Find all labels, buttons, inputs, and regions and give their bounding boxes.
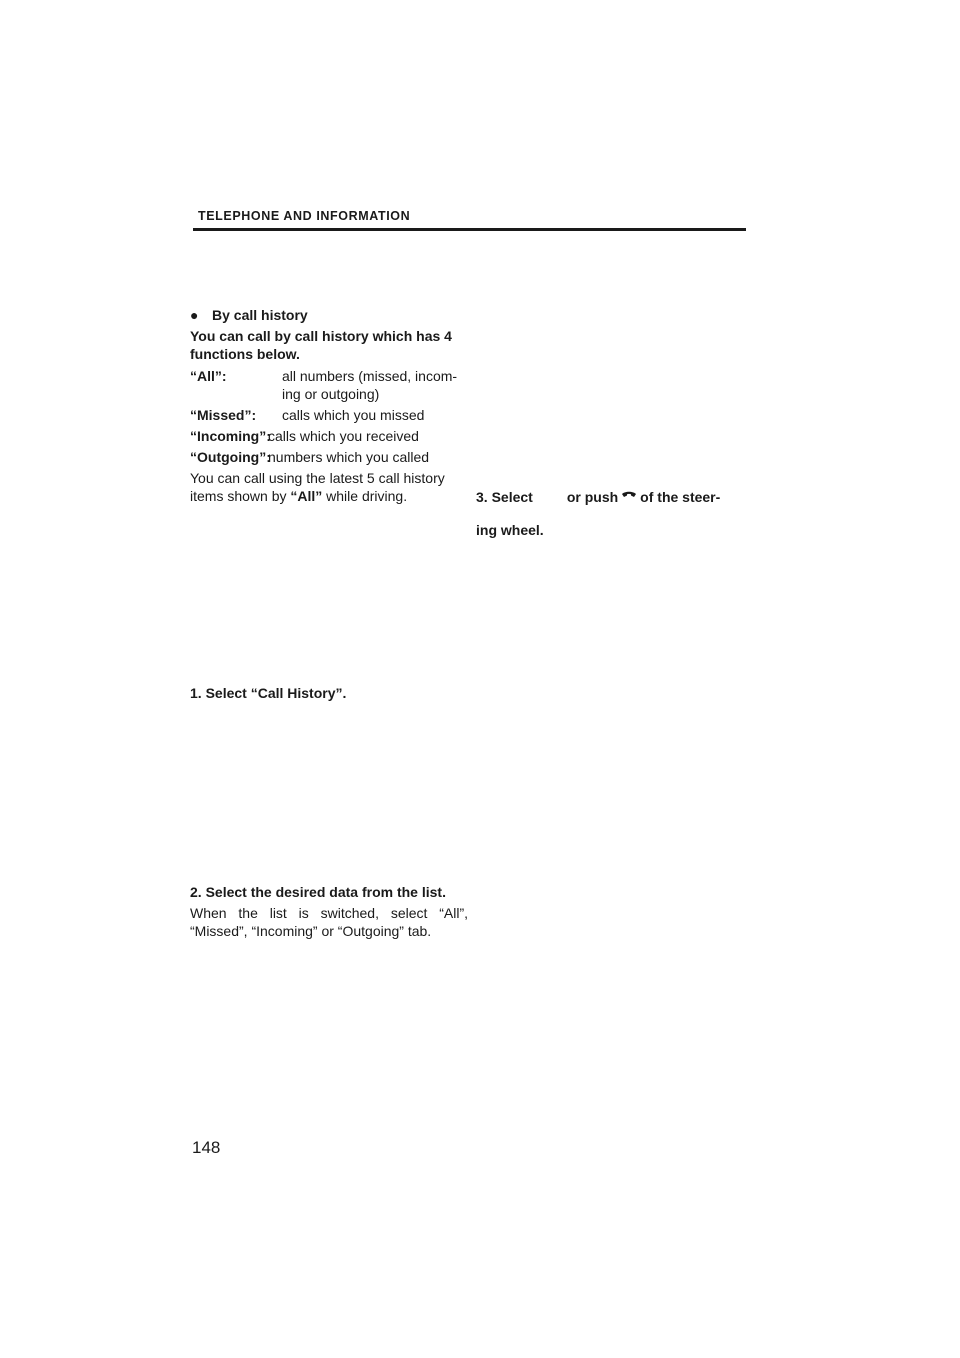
step-3-text: or push	[566, 489, 619, 505]
definition-desc: all numbers (missed, incom-ing or outgoing)	[282, 368, 458, 402]
definition-incoming	[190, 427, 462, 445]
subsection-heading-text: By call history	[212, 307, 308, 323]
step-2-note: When the list is switched, select “All”, “Missed”, “Incoming” or “Outgoing” tab.	[190, 905, 468, 939]
driving-note-text: You can call using the latest 5 call history items shown by	[190, 470, 445, 504]
driving-note	[190, 469, 462, 505]
left-column	[190, 306, 462, 505]
step-3-text: 3. Select	[476, 489, 533, 505]
bullet-icon: ●	[190, 307, 199, 323]
definition-term: “Missed”:	[190, 407, 257, 423]
step-3-text: of the steer-	[640, 489, 721, 505]
phone-handset-icon	[621, 489, 637, 501]
subsection-heading	[190, 306, 462, 324]
driving-note-text-end: while driving.	[322, 488, 408, 504]
definition-desc: calls which you missed	[282, 407, 425, 423]
driving-note-highlight: “All”	[290, 488, 323, 504]
definition-desc: numbers which you called	[268, 449, 430, 465]
step-3	[476, 488, 746, 506]
step-2: 2. Select the desired data from the list.	[190, 884, 446, 900]
step-1: 1. Select “Call History”.	[190, 685, 347, 701]
definition-term: “Outgoing”:	[190, 449, 271, 465]
definition-term: “All”:	[190, 368, 227, 384]
intro-paragraph: You can call by call history which has 4 functions below.	[190, 328, 452, 362]
definition-outgoing	[190, 448, 462, 466]
section-header: TELEPHONE AND INFORMATION	[198, 209, 411, 223]
definition-all	[190, 367, 462, 403]
page-number: 148	[192, 1138, 221, 1157]
header-rule	[193, 228, 746, 231]
definition-term: “Incoming”:	[190, 428, 271, 444]
definition-desc: calls which you received	[268, 428, 419, 444]
step-3-continued: ing wheel.	[476, 522, 544, 538]
definition-missed	[190, 406, 462, 424]
